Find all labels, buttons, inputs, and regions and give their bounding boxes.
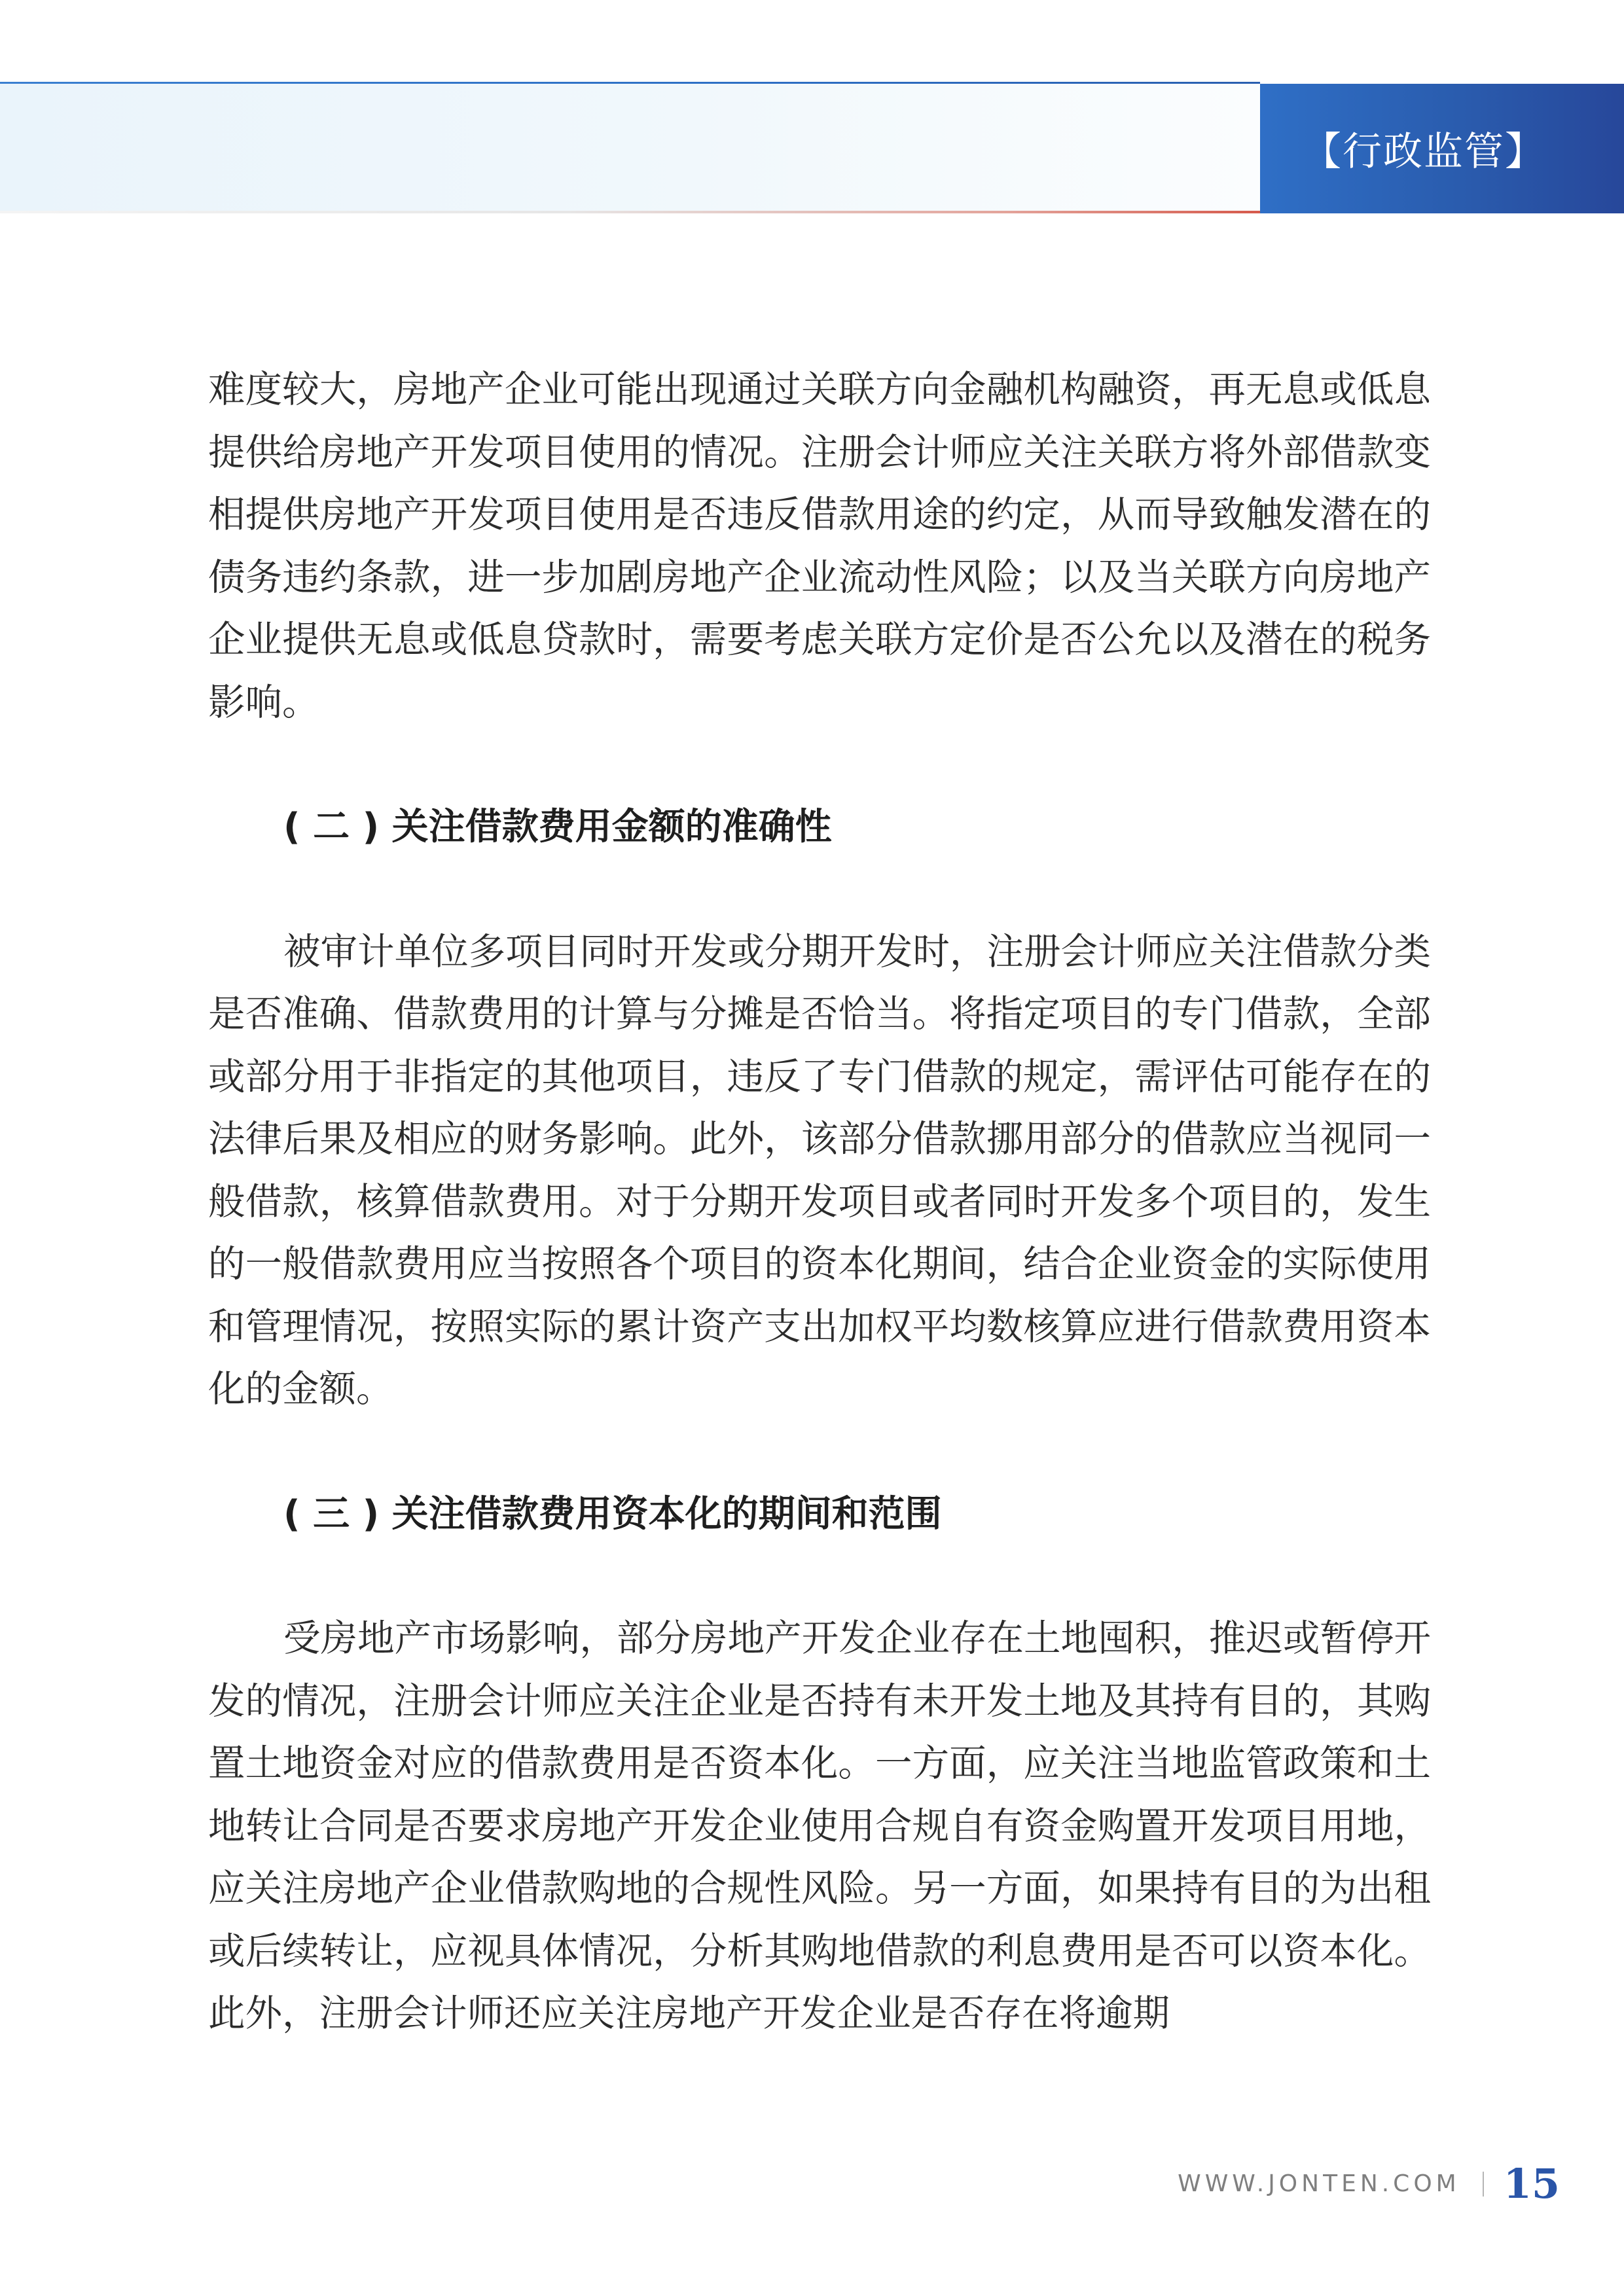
footer-divider <box>1483 2172 1484 2197</box>
section-tag-label: 【行政监管】 <box>1302 129 1545 175</box>
paragraph: 受房地产市场影响，部分房地产开发企业存在土地囤积，推迟或暂停开发的情况，注册会计师应关注企业是否持有未开发土地及其持有目的，其购置土地资金对应的借款费用是否资本化。一方面，应关注当地监管政策和土地转让合同是否要求房地产开发企业使用合规自有资金购置开发项目用地，应关注房地产企业借款购地的合规性风险。另一方面，如果持有目的为出租或后续转让，应视具体情况，分析其购地借款的利息费用是否可以资本化。此外，注册会计师还应关注房地产开发企业是否存在将逾期 <box>208 1617 1431 2035</box>
page-footer <box>1178 2160 1560 2208</box>
article-body <box>208 359 1431 2045</box>
paragraph: 难度较大，房地产企业可能出现通过关联方向金融机构融资，再无息或低息提供给房地产开发项目使用的情况。注册会计师应关注关联方将外部借款变相提供房地产开发项目使用是否违反借款用途的约定，从而导致触发潜在的债务违约条款，进一步加剧房地产企业流动性风险；以及当关联方向房地产企业提供无息或低息贷款时，需要考虑关联方定价是否公允以及潜在的税务影响。 <box>208 368 1431 724</box>
footer-website: WWW.JONTEN.COM <box>1178 2170 1460 2197</box>
header-bottom-rule <box>0 211 1260 213</box>
header-band <box>0 84 1260 211</box>
section-heading: ( 二 ) 关注借款费用金额的准确性 <box>283 806 832 848</box>
page-number: 15 <box>1503 2160 1560 2208</box>
section-tag <box>1260 84 1624 213</box>
section-heading: ( 三 ) 关注借款费用资本化的期间和范围 <box>283 1492 942 1535</box>
paragraph: 被审计单位多项目同时开发或分期开发时，注册会计师应关注借款分类是否准确、借款费用的计算与分摊是否恰当。将指定项目的专门借款，全部或部分用于非指定的其他项目，违反了专门借款的规定，需评估可能存在的法律后果及相应的财务影响。此外，该部分借款挪用部分的借款应当视同一般借款，核算借款费用。对于分期开发项目或者同时开发多个项目的，发生的一般借款费用应当按照各个项目的资本化期间，结合企业资金的实际使用和管理情况，按照实际的累计资产支出加权平均数核算应进行借款费用资本化的金额。 <box>208 930 1431 1410</box>
